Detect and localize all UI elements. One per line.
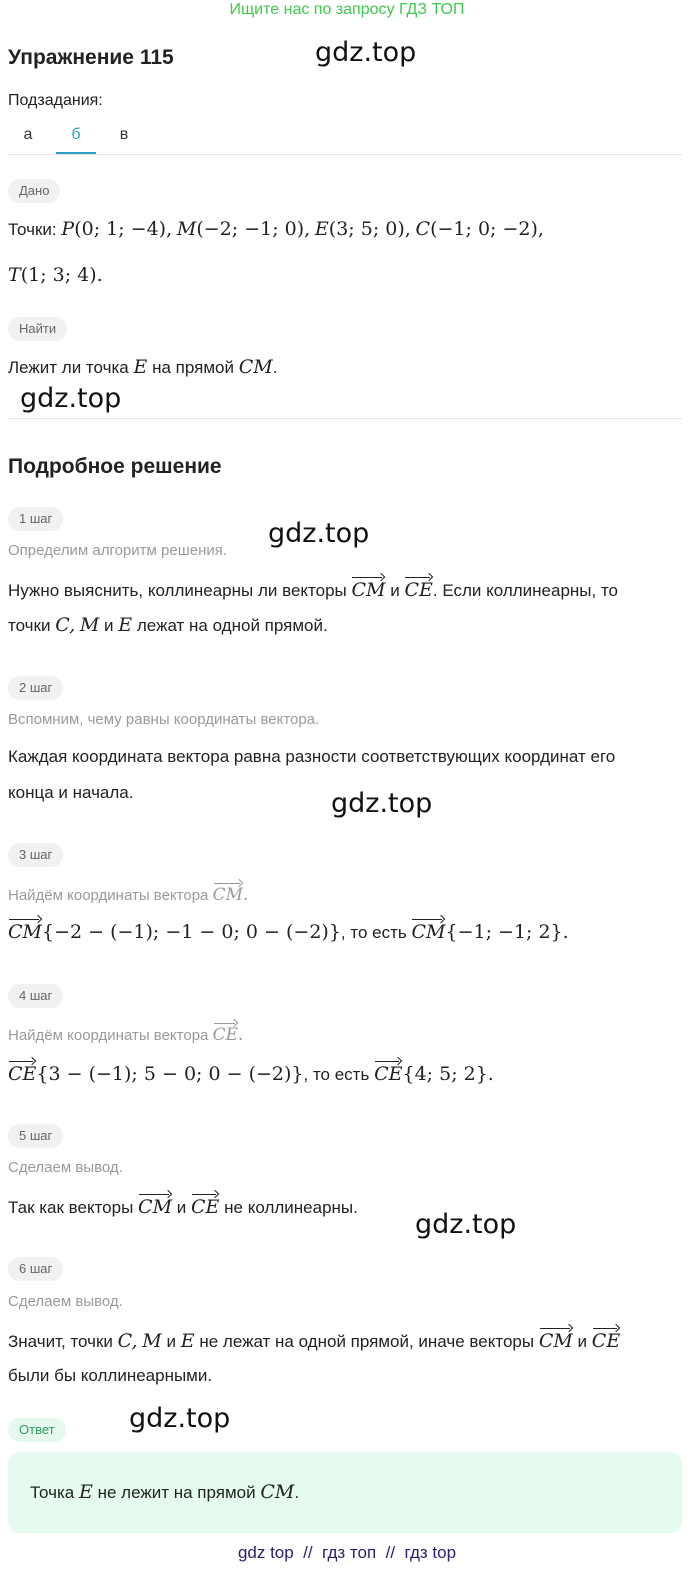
footer-links[interactable]: gdz top // гдз топ // гдз top (237, 1543, 457, 1562)
answer-text (30, 1481, 299, 1504)
watermark: gdz.top (331, 788, 433, 819)
step-4-badge: 4 шаг (8, 984, 63, 1008)
vector-ce: CE (213, 1022, 238, 1045)
answer-text-b: не лежит на прямой (97, 1483, 256, 1502)
find-end: . (272, 358, 278, 377)
watermark: gdz.top (268, 518, 370, 549)
point-t-name: T (8, 264, 21, 286)
tab-v[interactable]: в (119, 126, 129, 143)
watermark: gdz.top (415, 1209, 517, 1240)
step-2-line-1: Каждая координата вектора равна разности соответствующих координат его (8, 747, 616, 766)
step-5-hint: Сделаем вывод. (8, 1159, 123, 1176)
given-line-1 (8, 218, 544, 241)
step-1-text-end: . Если коллинеарны, то (432, 581, 619, 600)
point-m-name: M (176, 218, 197, 240)
point-e: E (118, 614, 133, 636)
vector-cm: CM (411, 918, 445, 943)
watermark: gdz.top (129, 1403, 231, 1434)
subtasks-label: Подзадания: (8, 92, 103, 109)
step-3-expr: {−2 − (−1); −1 − 0; 0 − (−2)} (42, 921, 341, 943)
point-c-name: C (415, 218, 431, 240)
step-2-hint: Вспомним, чему равны координаты вектора. (8, 711, 320, 728)
point-m-coords: (−2; −1; 0), (196, 218, 311, 240)
step-3-mid: , то есть (340, 923, 407, 942)
point-e-coords: (3; 5; 0), (328, 218, 411, 240)
given-prefix: Точки: (8, 220, 57, 239)
step-2-badge: 2 шаг (8, 676, 63, 700)
step-4-mid: , то есть (303, 1065, 370, 1084)
step-1-text: Нужно выяснить, коллинеарны ли векторы (8, 581, 347, 600)
step-4-expr: {3 − (−1); 5 − 0; 0 − (−2)} (36, 1063, 304, 1085)
point-m: M (142, 1330, 162, 1352)
step-1-line-2 (8, 614, 328, 637)
find-point: E (133, 356, 148, 378)
vector-cm: CM (138, 1193, 172, 1218)
conj-and: и (390, 581, 400, 600)
step-1-hint: Определим алгоритм решения. (8, 542, 228, 559)
tab-a[interactable]: а (23, 126, 33, 143)
answer-badge: Ответ (8, 1418, 66, 1442)
point-c: C, (55, 614, 76, 636)
vector-cm: CM (351, 576, 385, 601)
step-3-formula (8, 918, 569, 944)
point-m: M (79, 614, 100, 636)
step-4-hint-text: Найдём координаты вектора (8, 1027, 209, 1044)
step-1-text-points: точки (8, 616, 51, 635)
step-3-badge: 3 шаг (8, 843, 63, 867)
step-5-text (8, 1193, 358, 1219)
find-badge: Найти (8, 317, 67, 341)
find-text (8, 356, 277, 379)
vector-ce: CE (8, 1060, 36, 1085)
vector-cm: CM (213, 882, 243, 905)
search-banner[interactable]: Ищите нас по запросу ГДЗ ТОП (229, 1, 465, 18)
point-t-coords: (1; 3; 4). (20, 264, 103, 286)
step-3-hint-text: Найдём координаты вектора (8, 887, 209, 904)
point-p-name: P (61, 218, 75, 240)
point-e-name: E (314, 218, 329, 240)
divider (8, 418, 682, 419)
line-cm: CM (260, 1481, 295, 1503)
conj-and: и (577, 1332, 588, 1351)
step-6-text-b: не лежат на одной прямой, иначе векторы (199, 1332, 535, 1351)
vector-cm: CM (8, 918, 42, 943)
step-6-line-1 (8, 1327, 620, 1353)
watermark: gdz.top (315, 37, 417, 68)
vector-ce: CE (191, 1193, 219, 1218)
solution-heading: Подробное решение (8, 455, 222, 478)
given-line-2 (8, 264, 103, 287)
vector-cm: CM (539, 1327, 573, 1352)
point-c: C, (117, 1330, 138, 1352)
conj-and: и (166, 1332, 176, 1351)
step-4-result: {4; 5; 2}. (402, 1063, 494, 1085)
subtask-tabs (8, 118, 682, 155)
step-3-result: {−1; −1; 2}. (445, 921, 569, 943)
step-5-badge: 5 шаг (8, 1124, 63, 1148)
vector-ce: CE (374, 1060, 402, 1085)
step-4-hint: Найдём координаты вектора CE. (8, 1022, 243, 1045)
step-1-text-tail: лежат на одной прямой. (136, 616, 328, 635)
step-6-line-2: были бы коллинеарными. (8, 1366, 213, 1385)
step-5-text-b: не коллинеарны. (224, 1198, 358, 1217)
watermark: gdz.top (20, 383, 122, 414)
step-5-text-a: Так как векторы (8, 1198, 134, 1217)
step-6-text-a: Значит, точки (8, 1332, 113, 1351)
step-3-hint: Найдём координаты вектора CM. (8, 882, 248, 905)
step-1-badge: 1 шаг (8, 507, 63, 531)
find-text-part-1: Лежит ли точка (8, 358, 129, 377)
point-c-coords: (−1; 0; −2), (430, 218, 544, 240)
answer-end: . (294, 1483, 300, 1502)
point-p-coords: (0; 1; −4), (74, 218, 173, 240)
find-text-part-2: на прямой (152, 358, 234, 377)
find-line: CM (238, 356, 273, 378)
conj-and: и (176, 1198, 187, 1217)
step-2-line-2: конца и начала. (8, 783, 134, 802)
page-title: Упражнение 115 (8, 46, 174, 69)
step-1-line-1 (8, 576, 618, 602)
given-badge: Дано (8, 179, 60, 203)
point-e: E (79, 1481, 93, 1503)
vector-ce: CE (592, 1327, 620, 1352)
tab-b[interactable]: б (56, 118, 96, 154)
step-6-badge: 6 шаг (8, 1257, 63, 1281)
conj-and: и (104, 616, 114, 635)
step-4-formula (8, 1060, 494, 1086)
answer-text-a: Точка (30, 1483, 75, 1502)
point-e: E (180, 1330, 195, 1352)
step-6-hint: Сделаем вывод. (8, 1293, 123, 1310)
vector-ce: CE (404, 576, 432, 601)
